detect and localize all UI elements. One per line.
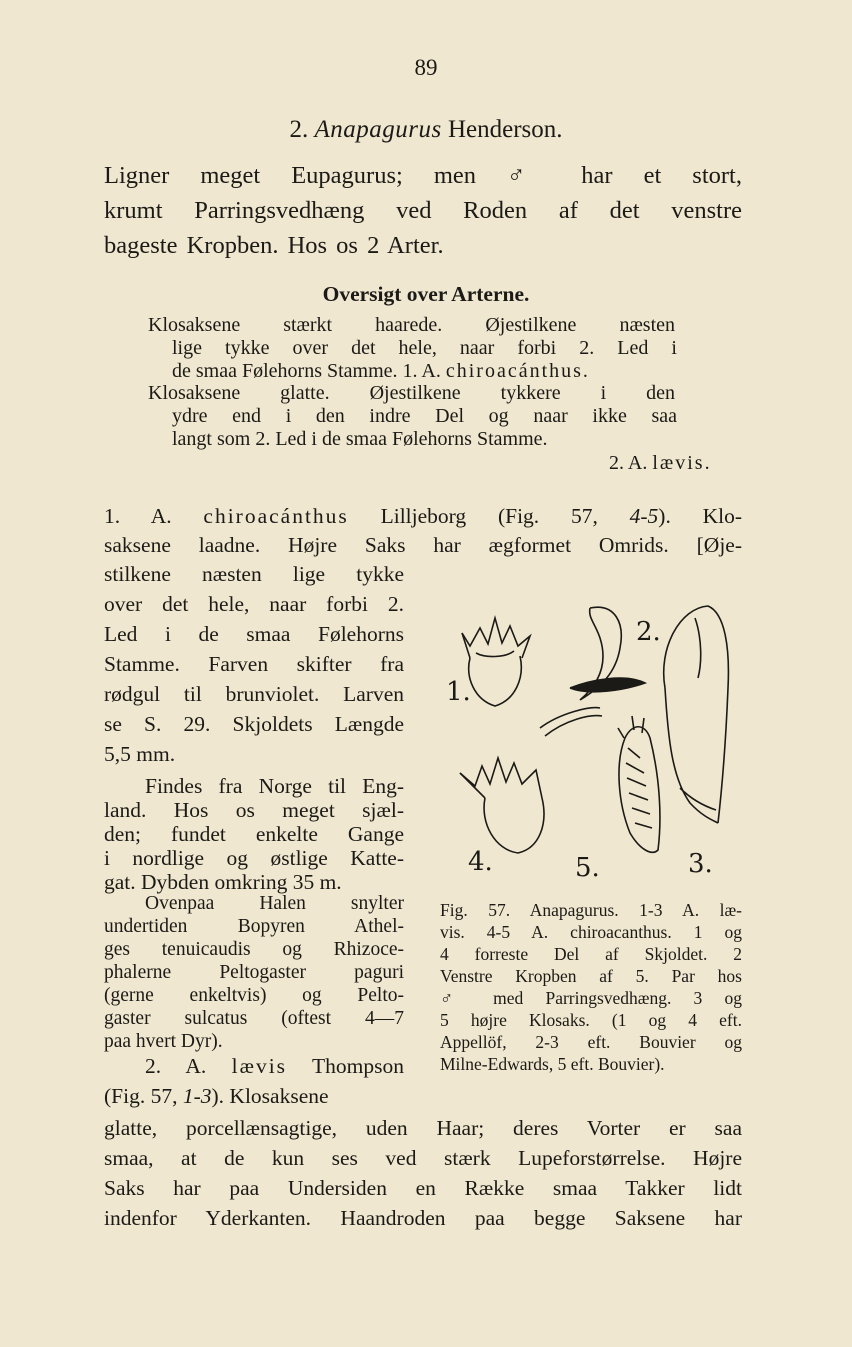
parasite-line: (gerne enkeltvis) og Pelto- [104,985,404,1006]
fig-label-5: 5. [575,853,600,883]
genus-number: 2. [289,116,309,143]
key-line: ydre end i den indre Del og naar ikke saa [172,405,677,427]
figure-caption-line: 4 forreste Del af Skjoldet. 2 [440,944,742,964]
overview-heading: Oversigt over Arterne. [322,282,530,306]
parasite-line: phalerne Peltogaster paguri [104,962,404,983]
fig-claw-5 [618,716,660,852]
fig-label-1: 1. [446,677,471,707]
body-line: glatte, porcellænsagtige, uden Haar; deres Vorter er saa [104,1116,742,1140]
fig-pleopod-2 [540,607,645,736]
parasite-line: gaster sulcatus (oftest 4—7 [104,1008,404,1029]
figure-caption-line: Milne-Edwards, 5 eft. Bouvier). [440,1054,665,1074]
body-line: smaa, at de kun ses ved stærk Lupeforstørrelse. Højre [104,1146,742,1170]
key-line: langt som 2. Led i de smaa Følehorns Stamme. [172,428,548,450]
body-line: (Fig. 57, 1-3). Klosaksene [104,1084,329,1108]
key-line: Klosaksene stærkt haarede. Øjestilkene næsten [148,314,675,336]
page-number: 89 [414,55,438,80]
body-line: 5,5 mm. [104,742,176,766]
body-line: rødgul til brunviolet. Larven [104,682,404,706]
body-line: stilkene næsten lige tykke [104,562,404,586]
species2-heading-line: 2. A. lævis Thompson [145,1054,405,1078]
key-species-laevis: lævis. [652,452,712,474]
figure-caption-line: Fig. 57. Anapagurus. 1-3 A. læ- [440,900,742,920]
intro-line: Ligner meget Eupagurus; men ♂ har et stort, [104,162,742,189]
genus-name: Anapagurus [314,116,442,143]
body-line: gat. Dybden omkring 35 m. [104,870,342,894]
body-line: land. Hos os meget sjæl- [104,798,404,822]
parasite-line: undertiden Bopyren Athel- [104,916,404,937]
figure-57-drawing [440,588,750,888]
intro-line: bageste Kropben. Hos os 2 Arter. [104,232,444,259]
fig-carapace-4 [460,758,544,853]
parasite-line: ges tenuicaudis og Rhizoce- [104,939,404,960]
key-line: lige tykke over det hele, naar forbi 2. Led i [172,337,677,359]
body-line: over det hele, naar forbi 2. [104,592,404,616]
fig-label-3: 3. [688,849,713,879]
genus-author: Henderson. [447,116,563,143]
species1-name: chiroacánthus [203,504,349,528]
genus-heading [0,116,852,144]
body-line: indenfor Yderkanten. Haandroden paa begge Saksene har [104,1206,742,1230]
figure-caption-line: Appellöf, 2-3 eft. Bouvier og [440,1032,742,1052]
parasite-line: Ovenpaa Halen snylter [145,893,404,914]
figure-57 [440,588,750,888]
figure-caption-line: ♂ med Parringsvedhæng. 3 og [440,988,742,1008]
fig-label-2: 2. [636,617,661,647]
fig-label-4: 4. [468,847,493,877]
body-line: saksene laadne. Højre Saks har ægformet Omrids. [Øje- [104,533,742,557]
key-line: Klosaksene glatte. Øjestilkene tykkere i den [148,382,675,404]
body-line: i nordlige og østlige Katte- [104,846,404,870]
intro-line: krumt Parringsvedhæng ved Roden af det venstre [104,197,742,224]
species1-heading-line: 1. A. chiroacánthus Lilljeborg (Fig. 57, 4-5). Klo- [104,504,743,528]
body-line: se S. 29. Skjoldets Længde [104,712,404,736]
body-line: Led i de smaa Følehorns [104,622,404,646]
parasite-line: paa hvert Dyr). [104,1031,223,1052]
fig-carapace-1 [462,618,530,706]
key-species-chiroacanthus: chiroacánthus. [445,360,590,382]
body-line: den; fundet enkelte Gange [104,822,404,846]
figure-caption-line: 5 højre Klosaks. (1 og 4 eft. [440,1010,742,1030]
fig-claw-3 [664,606,729,823]
figure-caption-line: vis. 4-5 A. chiroacanthus. 1 og [440,922,742,942]
body-line: Saks har paa Undersiden en Række smaa Takker lidt [104,1176,742,1200]
figure-caption-line: Venstre Kropben af 5. Par hos [440,966,742,986]
key-line: de smaa Følehorns Stamme. 1. A. chiroacánthus. [172,360,590,382]
body-line: Stamme. Farven skifter fra [104,652,404,676]
species2-name: lævis [231,1054,288,1078]
body-line: Findes fra Norge til Eng- [145,774,404,798]
key-line: 2. A. lævis. [609,452,712,474]
